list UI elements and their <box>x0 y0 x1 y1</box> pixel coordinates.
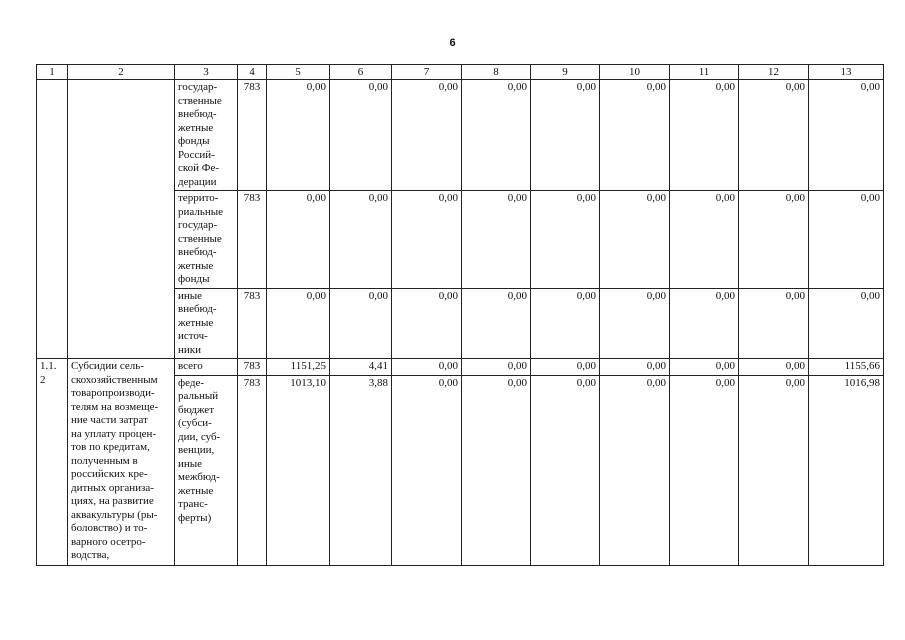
value-cell: 0,00 <box>267 80 330 191</box>
header-col-9: 9 <box>531 65 600 80</box>
value-cell: 0,00 <box>600 80 670 191</box>
value-cell: 0,00 <box>670 375 739 565</box>
value-cell: 0,00 <box>392 359 462 376</box>
value-cell: 0,00 <box>462 375 531 565</box>
header-col-10: 10 <box>600 65 670 80</box>
value-cell: 0,00 <box>267 288 330 359</box>
funding-source-cell: государ- ственные внебюд- жетные фонды Россий- ской Фе- дерации <box>175 80 238 191</box>
header-col-7: 7 <box>392 65 462 80</box>
header-col-11: 11 <box>670 65 739 80</box>
header-col-8: 8 <box>462 65 531 80</box>
table-row <box>37 359 884 376</box>
value-cell: 1013,10 <box>267 375 330 565</box>
value-cell: 0,00 <box>392 375 462 565</box>
value-cell: 0,00 <box>809 191 884 289</box>
code-cell: 783 <box>238 288 267 359</box>
code-cell: 783 <box>238 359 267 376</box>
code-cell: 783 <box>238 191 267 289</box>
value-cell: 0,00 <box>670 359 739 376</box>
value-cell: 0,00 <box>531 191 600 289</box>
header-col-2: 2 <box>68 65 175 80</box>
item-number-cell <box>37 80 68 359</box>
value-cell: 0,00 <box>739 375 809 565</box>
value-cell: 4,41 <box>330 359 392 376</box>
value-cell: 0,00 <box>670 80 739 191</box>
value-cell: 0,00 <box>462 288 531 359</box>
header-col-3: 3 <box>175 65 238 80</box>
header-col-12: 12 <box>739 65 809 80</box>
funding-source-cell: феде- ральный бюджет (субси- дии, суб- венции, иные межбюд- жетные транс- ферты) <box>175 375 238 565</box>
header-col-1: 1 <box>37 65 68 80</box>
code-cell: 783 <box>238 80 267 191</box>
value-cell: 0,00 <box>330 288 392 359</box>
budget-table <box>36 64 884 566</box>
value-cell: 1016,98 <box>809 375 884 565</box>
value-cell: 0,00 <box>739 288 809 359</box>
item-number-cell: 1.1. 2 <box>37 359 68 566</box>
value-cell: 0,00 <box>531 359 600 376</box>
value-cell: 0,00 <box>600 288 670 359</box>
value-cell: 0,00 <box>670 288 739 359</box>
value-cell: 0,00 <box>462 191 531 289</box>
page-number: 6 <box>449 37 456 49</box>
value-cell: 0,00 <box>739 359 809 376</box>
header-col-6: 6 <box>330 65 392 80</box>
value-cell: 0,00 <box>600 359 670 376</box>
funding-source-cell: всего <box>175 359 238 376</box>
funding-source-cell: террито- риальные государ- ственные внебюд- жетные фонды <box>175 191 238 289</box>
value-cell: 0,00 <box>739 80 809 191</box>
value-cell: 1155,66 <box>809 359 884 376</box>
funding-source-cell: иные внебюд- жетные источ- ники <box>175 288 238 359</box>
value-cell: 0,00 <box>739 191 809 289</box>
value-cell: 0,00 <box>267 191 330 289</box>
value-cell: 0,00 <box>531 375 600 565</box>
value-cell: 0,00 <box>392 80 462 191</box>
table-row <box>37 80 884 191</box>
header-col-13: 13 <box>809 65 884 80</box>
code-cell: 783 <box>238 375 267 565</box>
value-cell: 0,00 <box>462 80 531 191</box>
value-cell: 0,00 <box>392 288 462 359</box>
value-cell: 0,00 <box>809 288 884 359</box>
value-cell: 0,00 <box>600 375 670 565</box>
header-row <box>37 65 884 80</box>
value-cell: 0,00 <box>392 191 462 289</box>
value-cell: 0,00 <box>809 80 884 191</box>
item-name-cell <box>68 80 175 359</box>
value-cell: 3,88 <box>330 375 392 565</box>
header-col-5: 5 <box>267 65 330 80</box>
item-name-cell: Субсидии сель- скохозяйственным товаропроизводи- телям на возмеще- ние части затрат на уплату процен- тов по кредитам, полученным в российских кре- дитных организа- циях, на развитие аквакультуры (ры- боловство) и то- варного осетро- водства, <box>68 359 175 566</box>
value-cell: 0,00 <box>531 288 600 359</box>
value-cell: 0,00 <box>462 359 531 376</box>
value-cell: 1151,25 <box>267 359 330 376</box>
value-cell: 0,00 <box>600 191 670 289</box>
value-cell: 0,00 <box>330 80 392 191</box>
value-cell: 0,00 <box>330 191 392 289</box>
value-cell: 0,00 <box>670 191 739 289</box>
value-cell: 0,00 <box>531 80 600 191</box>
header-col-4: 4 <box>238 65 267 80</box>
